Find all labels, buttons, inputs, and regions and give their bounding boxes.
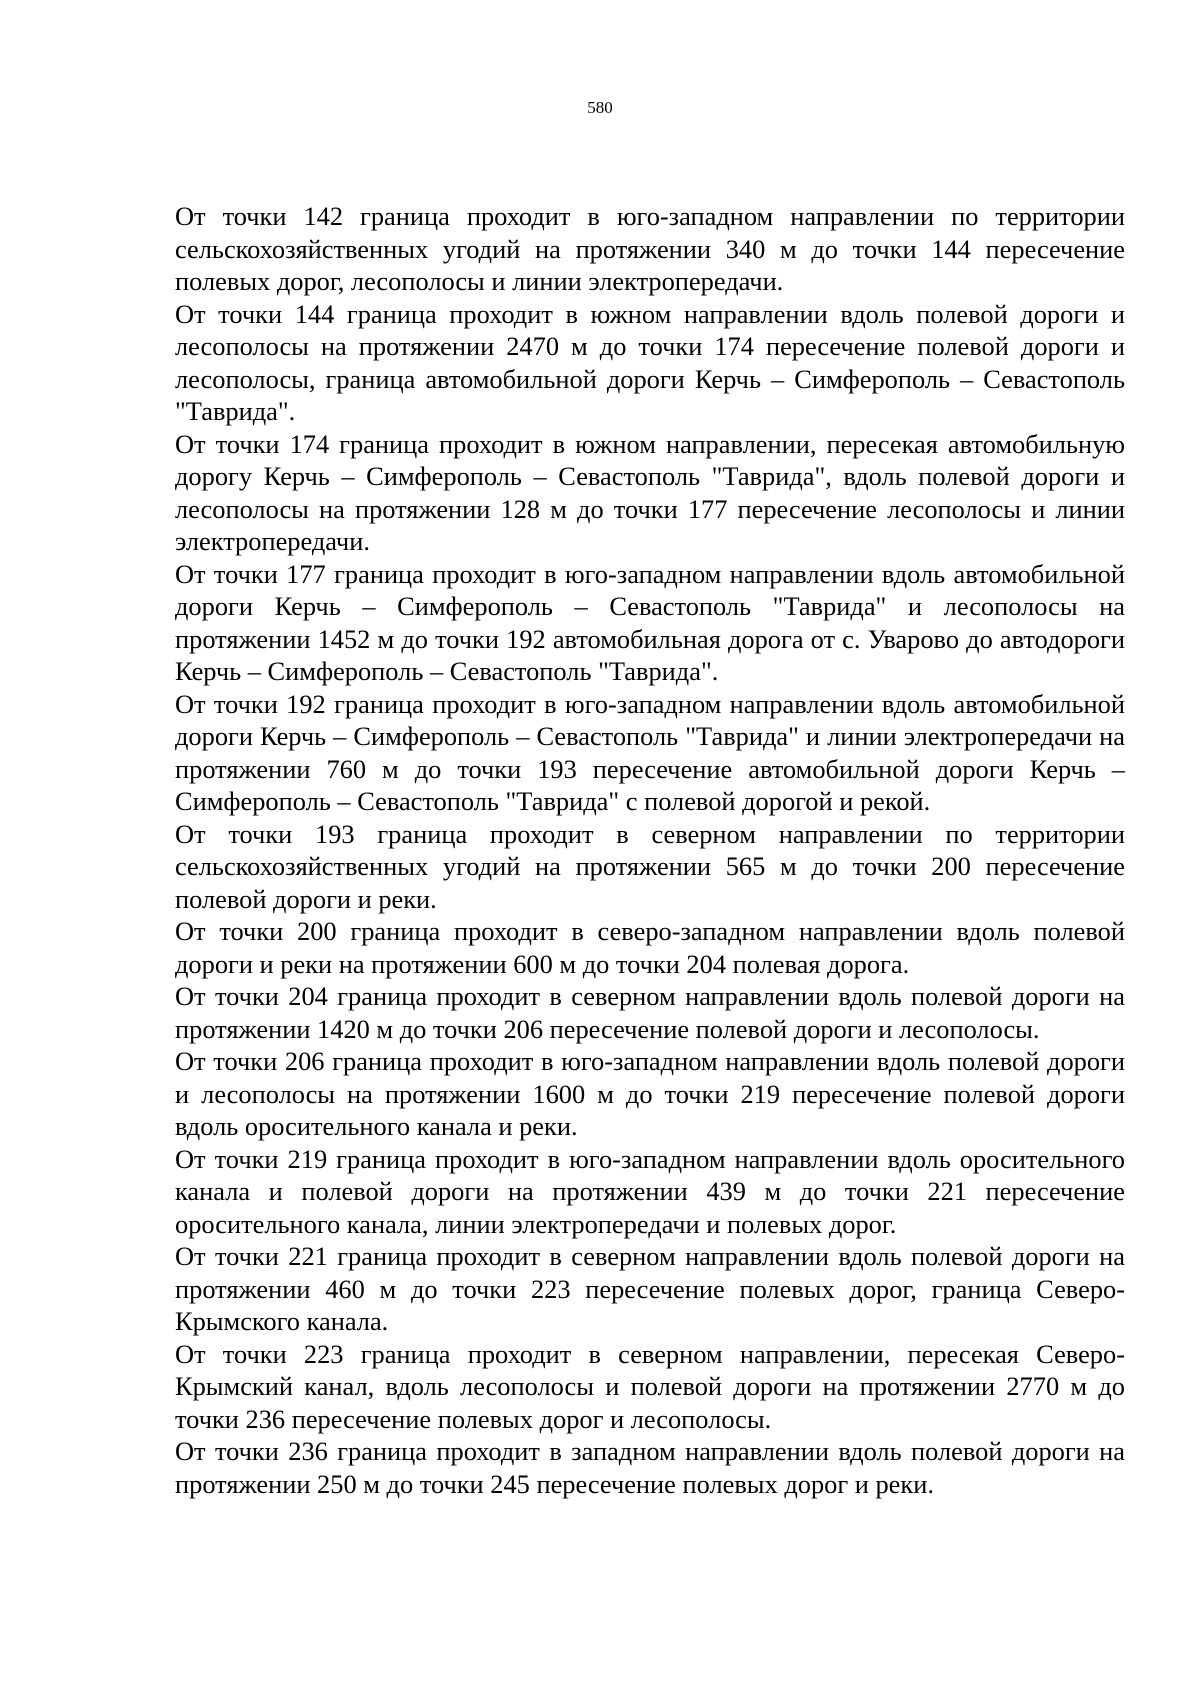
paragraph-point-223: От точки 223 граница проходит в северном направлении, пересекая Северо-Крымский канал, вдоль лесополосы и полевой дороги на протяжении 2770 м до точки 236 пересечение полевых дорог и лесополосы.	[175, 1338, 1125, 1434]
paragraph-point-200: От точки 200 граница проходит в северо-западном направлении вдоль полевой дороги и реки на протяжении 600 м до точки 204 полевая дорога.	[175, 916, 1125, 979]
paragraph-point-236: От точки 236 граница проходит в западном направлении вдоль полевой дороги на протяжении 250 м до точки 245 пересечение полевых дорог и реки.	[175, 1436, 1125, 1499]
page-number: 580	[587, 98, 613, 117]
paragraph-point-221: От точки 221 граница проходит в северном направлении вдоль полевой дороги на протяжении 460 м до точки 223 пересечение полевых дорог, граница Северо-Крымского канала.	[175, 1241, 1125, 1336]
paragraph-point-177: От точки 177 граница проходит в юго-западном направлении вдоль автомобильной дороги Керчь – Симферополь – Севастополь "Таврида" и лесополосы на протяжении 1452 м до точки 192 автомобильная дорога от с. Уварово до автодороги Керчь – Симферополь – Севастополь "Таврида".	[175, 558, 1125, 686]
paragraph-point-192: От точки 192 граница проходит в юго-западном направлении вдоль автомобильной дороги Керчь – Симферополь – Севастополь "Таврида" и линии электропередачи на протяжении 760 м до точки 193 пересечение автомобильной дороги Керчь – Симферополь – Севастополь "Таврида" с полевой дорогой и рекой.	[175, 688, 1125, 816]
paragraph-point-219: От точки 219 граница проходит в юго-западном направлении вдоль оросительного канала и полевой дороги на протяжении 439 м до точки 221 пересечение оросительного канала, линии электропередачи и полевых дорог.	[175, 1143, 1125, 1239]
paragraph-point-144: От точки 144 граница проходит в южном направлении вдоль полевой дороги и лесополосы на протяжении 2470 м до точки 174 пересечение полевой дороги и лесополосы, граница автомобильной дороги Керчь – Симферополь – Севастополь "Таврида".	[175, 298, 1125, 426]
paragraph-point-174: От точки 174 граница проходит в южном направлении, пересекая автомобильную дорогу Керчь – Симферополь – Севастополь "Таврида", вдоль полевой дороги и лесополосы на протяжении 128 м до точки 177 пересечение лесополосы и линии электропередачи.	[175, 428, 1125, 556]
paragraph-point-204: От точки 204 граница проходит в северном направлении вдоль полевой дороги на протяжении 1420 м до точки 206 пересечение полевой дороги и лесополосы.	[175, 981, 1125, 1044]
paragraph-point-206: От точки 206 граница проходит в юго-западном направлении вдоль полевой дороги и лесополосы на протяжении 1600 м до точки 219 пересечение полевой дороги вдоль оросительного канала и реки.	[175, 1046, 1125, 1141]
paragraph-point-142: От точки 142 граница проходит в юго-западном направлении по территории сельскохозяйственных угодий на протяжении 340 м до точки 144 пересечение полевых дорог, лесополосы и линии электропередачи.	[175, 201, 1125, 296]
document-body	[175, 200, 1125, 1500]
paragraph-point-193: От точки 193 граница проходит в северном направлении по территории сельскохозяйственных угодий на протяжении 565 м до точки 200 пересечение полевой дороги и реки.	[175, 818, 1125, 914]
